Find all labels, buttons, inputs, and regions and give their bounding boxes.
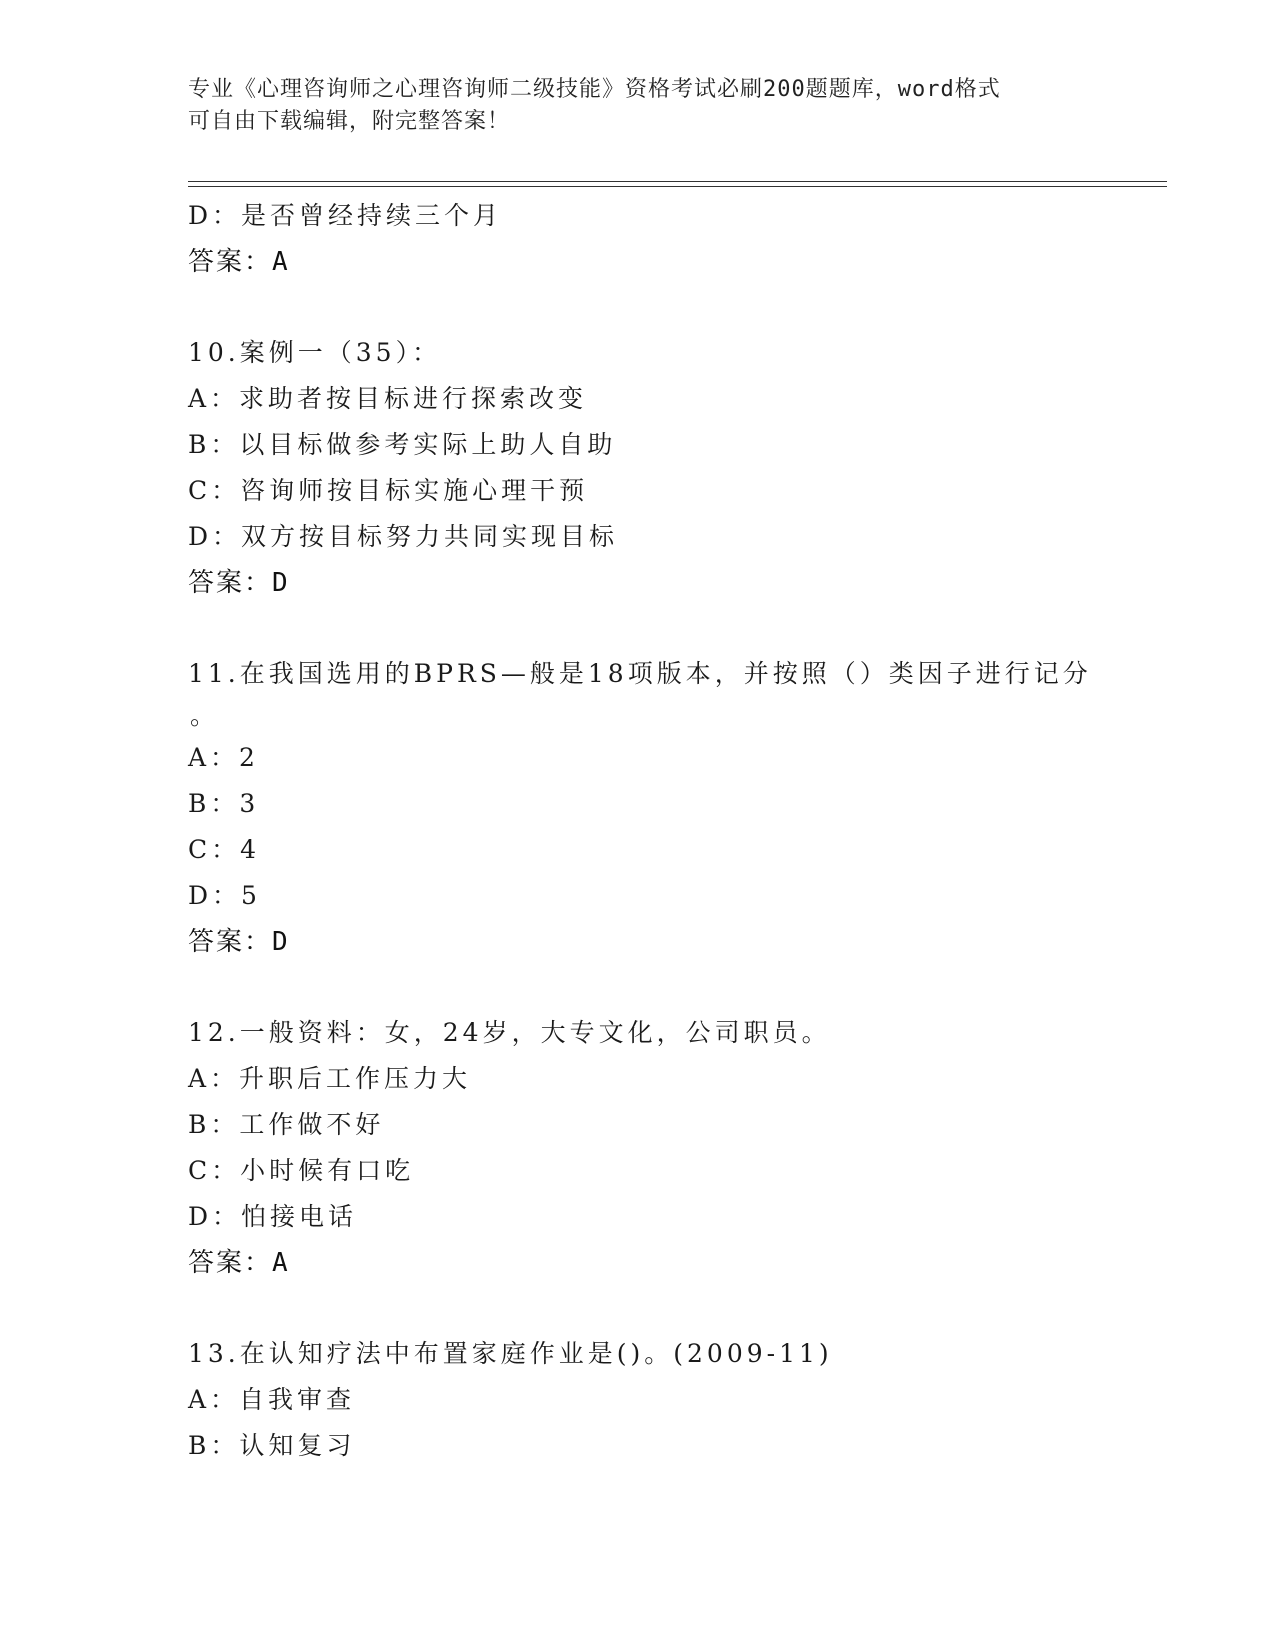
option-c: C：4 (188, 835, 261, 864)
question-block-11 (188, 651, 1092, 965)
answer-line: 答案：D (188, 927, 290, 957)
question-stem-continuation: 。 (190, 701, 220, 730)
header-rule-top (188, 181, 1167, 182)
option-b: B：工作做不好 (188, 1110, 385, 1139)
option-c: C：小时候有口吃 (188, 1156, 415, 1185)
header-rule-bottom (188, 186, 1167, 187)
question-block-9 (188, 193, 1088, 285)
option-d: D：怕接电话 (188, 1202, 358, 1231)
question-stem: 10.案例一（35）： (188, 338, 442, 367)
question-block-12 (188, 1010, 1088, 1286)
spacer (188, 606, 1088, 651)
question-block-13 (188, 1331, 1088, 1469)
option-a: A：自我审查 (188, 1385, 356, 1414)
option-c: C：咨询师按目标实施心理干预 (188, 476, 589, 505)
option-d: D：5 (188, 881, 261, 910)
header-line-1: 专业《心理咨询师之心理咨询师二级技能》资格考试必刷200题题库，word格式 (188, 77, 1001, 102)
answer-line: 答案：A (188, 1248, 290, 1278)
question-list (188, 193, 1092, 1469)
option-b: B：认知复习 (188, 1431, 356, 1460)
option-a: A：2 (188, 743, 259, 772)
answer-line: 答案：A (188, 247, 290, 277)
question-stem: 12.一般资料：女，24岁，大专文化，公司职员。 (188, 1018, 831, 1047)
document-header (188, 74, 1068, 138)
spacer (188, 965, 1088, 1010)
spacer (188, 1286, 1088, 1331)
answer-line: 答案：D (188, 568, 290, 598)
question-stem: 11.在我国选用的BPRS—般是18项版本，并按照（）类因子进行记分 (188, 659, 1092, 688)
option-d: D：双方按目标努力共同实现目标 (188, 522, 619, 551)
spacer (188, 285, 1088, 330)
option-b: B：以目标做参考实际上助人自助 (188, 430, 617, 459)
option-b: B：3 (188, 789, 260, 818)
header-line-2: 可自由下载编辑，附完整答案！ (188, 109, 511, 134)
option-d: D：是否曾经持续三个月 (188, 201, 503, 230)
question-block-10 (188, 330, 1088, 606)
question-stem: 13.在认知疗法中布置家庭作业是()。(2009-11) (188, 1339, 833, 1368)
option-a: A：升职后工作压力大 (188, 1064, 472, 1093)
option-a: A：求助者按目标进行探索改变 (188, 384, 588, 413)
